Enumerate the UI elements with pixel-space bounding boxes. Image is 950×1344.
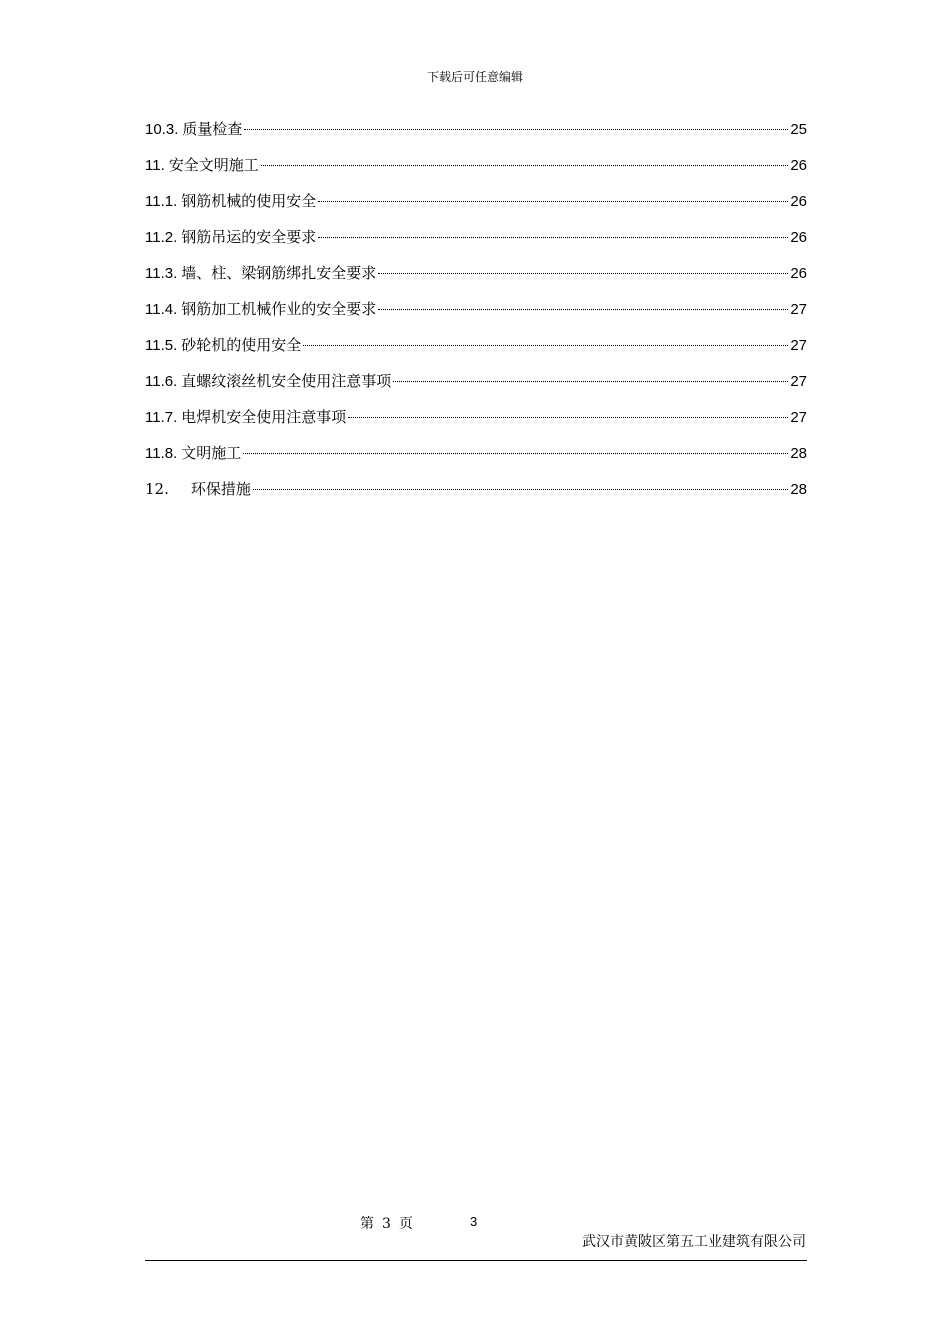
toc-leader-dots bbox=[303, 345, 788, 346]
toc-entry-number: 11.3. bbox=[145, 265, 178, 282]
toc-leader-dots bbox=[378, 273, 788, 274]
toc-leader-dots bbox=[243, 453, 788, 454]
toc-leader-dots bbox=[378, 309, 788, 310]
toc-entry[interactable] bbox=[145, 118, 807, 154]
toc-entry-page: 26 bbox=[790, 265, 807, 282]
toc-entry[interactable] bbox=[145, 478, 807, 514]
toc-entry[interactable] bbox=[145, 334, 807, 370]
toc-entry-title: 质量检查 bbox=[182, 120, 243, 138]
toc-entry-number: 12. bbox=[145, 480, 169, 498]
toc-entry[interactable] bbox=[145, 370, 807, 406]
toc-entry-page: 26 bbox=[790, 157, 807, 174]
toc-entry-title: 钢筋机械的使用安全 bbox=[181, 192, 317, 210]
toc-entry-page: 26 bbox=[790, 193, 807, 210]
toc-entry-page: 27 bbox=[790, 337, 807, 354]
toc-entry[interactable] bbox=[145, 262, 807, 298]
toc-entry-page: 25 bbox=[790, 121, 807, 138]
footer-extra-number: 3 bbox=[470, 1214, 478, 1229]
toc-entry-number: 11.8. bbox=[145, 445, 178, 462]
toc-leader-dots bbox=[393, 381, 788, 382]
toc-entry[interactable] bbox=[145, 406, 807, 442]
toc-entry-number: 11.4. bbox=[145, 301, 178, 318]
toc-entry-number: 10.3. bbox=[145, 121, 179, 138]
toc-leader-dots bbox=[261, 165, 789, 166]
toc-entry-number: 11.5. bbox=[145, 337, 178, 354]
toc-leader-dots bbox=[318, 237, 788, 238]
toc-entry-page: 27 bbox=[790, 409, 807, 426]
toc-entry-page: 27 bbox=[790, 301, 807, 318]
footer-company-name: 武汉市黄陂区第五工业建筑有限公司 bbox=[582, 1234, 806, 1250]
toc-entry-page: 27 bbox=[790, 373, 807, 390]
toc-entry-number: 11. bbox=[145, 157, 165, 174]
toc-leader-dots bbox=[348, 417, 788, 418]
toc-entry-number: 11.1. bbox=[145, 193, 178, 210]
toc-entry-page: 28 bbox=[790, 481, 807, 498]
toc-entry-title: 安全文明施工 bbox=[168, 156, 259, 174]
toc-entry-title: 钢筋加工机械作业的安全要求 bbox=[181, 300, 377, 318]
toc-entry[interactable] bbox=[145, 154, 807, 190]
toc-entry-number: 11.7. bbox=[145, 409, 178, 426]
footer-page-prefix: 第 bbox=[360, 1216, 374, 1232]
toc-entry-title: 电焊机安全使用注意事项 bbox=[181, 408, 347, 426]
toc-entry-title: 环保措施 bbox=[190, 480, 251, 498]
toc-entry-title: 直螺纹滚丝机安全使用注意事项 bbox=[181, 372, 392, 390]
toc-entry-number: 11.6. bbox=[145, 373, 178, 390]
table-of-contents bbox=[145, 118, 807, 514]
footer-divider bbox=[145, 1260, 807, 1261]
toc-entry-title: 墙、柱、梁钢筋绑扎安全要求 bbox=[181, 264, 377, 282]
toc-entry-page: 26 bbox=[790, 229, 807, 246]
toc-entry[interactable] bbox=[145, 226, 807, 262]
toc-entry-title: 钢筋吊运的安全要求 bbox=[181, 228, 317, 246]
toc-entry-page: 28 bbox=[790, 445, 807, 462]
toc-entry-title: 砂轮机的使用安全 bbox=[181, 336, 302, 354]
toc-leader-dots bbox=[244, 129, 788, 130]
toc-entry[interactable] bbox=[145, 190, 807, 226]
toc-entry-number: 11.2. bbox=[145, 229, 178, 246]
toc-entry[interactable] bbox=[145, 442, 807, 478]
toc-leader-dots bbox=[318, 201, 788, 202]
header-note: 下载后可任意编辑 bbox=[426, 70, 523, 84]
toc-leader-dots bbox=[253, 489, 788, 490]
footer-page-number: 3 bbox=[382, 1216, 391, 1232]
toc-entry[interactable] bbox=[145, 298, 807, 334]
footer-page-label bbox=[360, 1213, 413, 1233]
footer-page-suffix: 页 bbox=[398, 1216, 413, 1232]
toc-entry-title: 文明施工 bbox=[181, 444, 242, 462]
